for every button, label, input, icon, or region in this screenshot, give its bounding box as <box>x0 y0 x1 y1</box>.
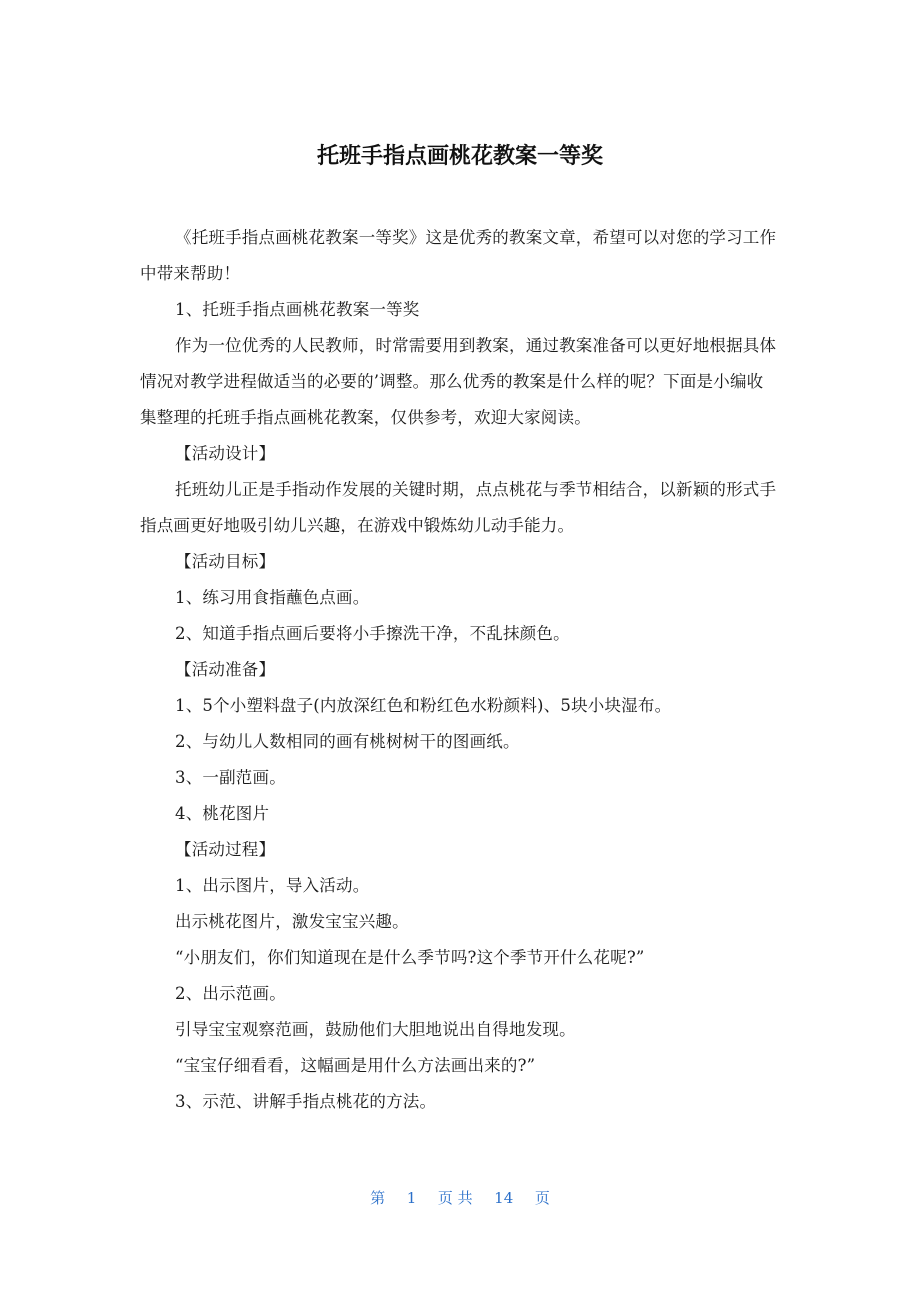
footer-total-pages: 14 <box>494 1189 514 1207</box>
goal-item: 2、知道手指点画后要将小手擦洗干净，不乱抹颜色。 <box>175 624 570 643</box>
footer-page-middle: 页 共 <box>437 1189 473 1207</box>
preparation-item: 1、5个小塑料盘子(内放深红色和粉红色水粉颜料)、5块小块湿布。 <box>175 696 672 715</box>
heading-activity-process: 【活动过程】 <box>175 840 276 859</box>
process-text: 引导宝宝观察范画，鼓励他们大胆地说出自得地发现。 <box>175 1020 576 1039</box>
footer-current-page: 1 <box>406 1189 417 1207</box>
section-heading-1: 1、托班手指点画桃花教案一等奖 <box>175 300 420 319</box>
process-step: 1、出示图片，导入活动。 <box>175 876 370 895</box>
process-step: 3、示范、讲解手指点桃花的方法。 <box>175 1092 437 1111</box>
process-step: 2、出示范画。 <box>175 984 286 1003</box>
goal-item: 1、练习用食指蘸色点画。 <box>175 588 370 607</box>
heading-activity-preparation: 【活动准备】 <box>175 660 276 679</box>
process-quote: “小朋友们，你们知道现在是什么季节吗?这个季节开什么花呢?” <box>175 948 645 967</box>
document-title: 托班手指点画桃花教案一等奖 <box>316 144 603 169</box>
heading-activity-design: 【活动设计】 <box>175 444 276 463</box>
activity-design-paragraph: 托班幼儿正是手指动作发展的关键时期，点点桃花与季节相结合，以新颖的形式手指点画更好地吸引幼儿兴趣，在游戏中锻炼幼儿动手能力。 <box>140 480 777 535</box>
preface-paragraph: 作为一位优秀的人民教师，时常需要用到教案，通过教案准备可以更好地根据具体情况对教学进程做适当的必要的’调整。那么优秀的教案是什么样的呢？下面是小编收集整理的托班手指点画桃花教案，仅供参考，欢迎大家阅读。 <box>140 336 777 427</box>
heading-activity-goals: 【活动目标】 <box>175 552 276 571</box>
preparation-item: 2、与幼儿人数相同的画有桃树树干的图画纸。 <box>175 732 520 751</box>
page-footer <box>0 1186 920 1210</box>
footer-page-prefix: 第 <box>370 1189 386 1207</box>
process-quote: “宝宝仔细看看，这幅画是用什么方法画出来的?” <box>175 1056 536 1075</box>
preparation-item: 4、桃花图片 <box>175 804 270 823</box>
intro-paragraph: 《托班手指点画桃花教案一等奖》这是优秀的教案文章，希望可以对您的学习工作中带来帮助！ <box>140 228 777 283</box>
document-body <box>140 220 780 1120</box>
footer-page-suffix: 页 <box>534 1189 550 1207</box>
preparation-item: 3、一副范画。 <box>175 768 286 787</box>
process-text: 出示桃花图片，激发宝宝兴趣。 <box>175 912 409 931</box>
